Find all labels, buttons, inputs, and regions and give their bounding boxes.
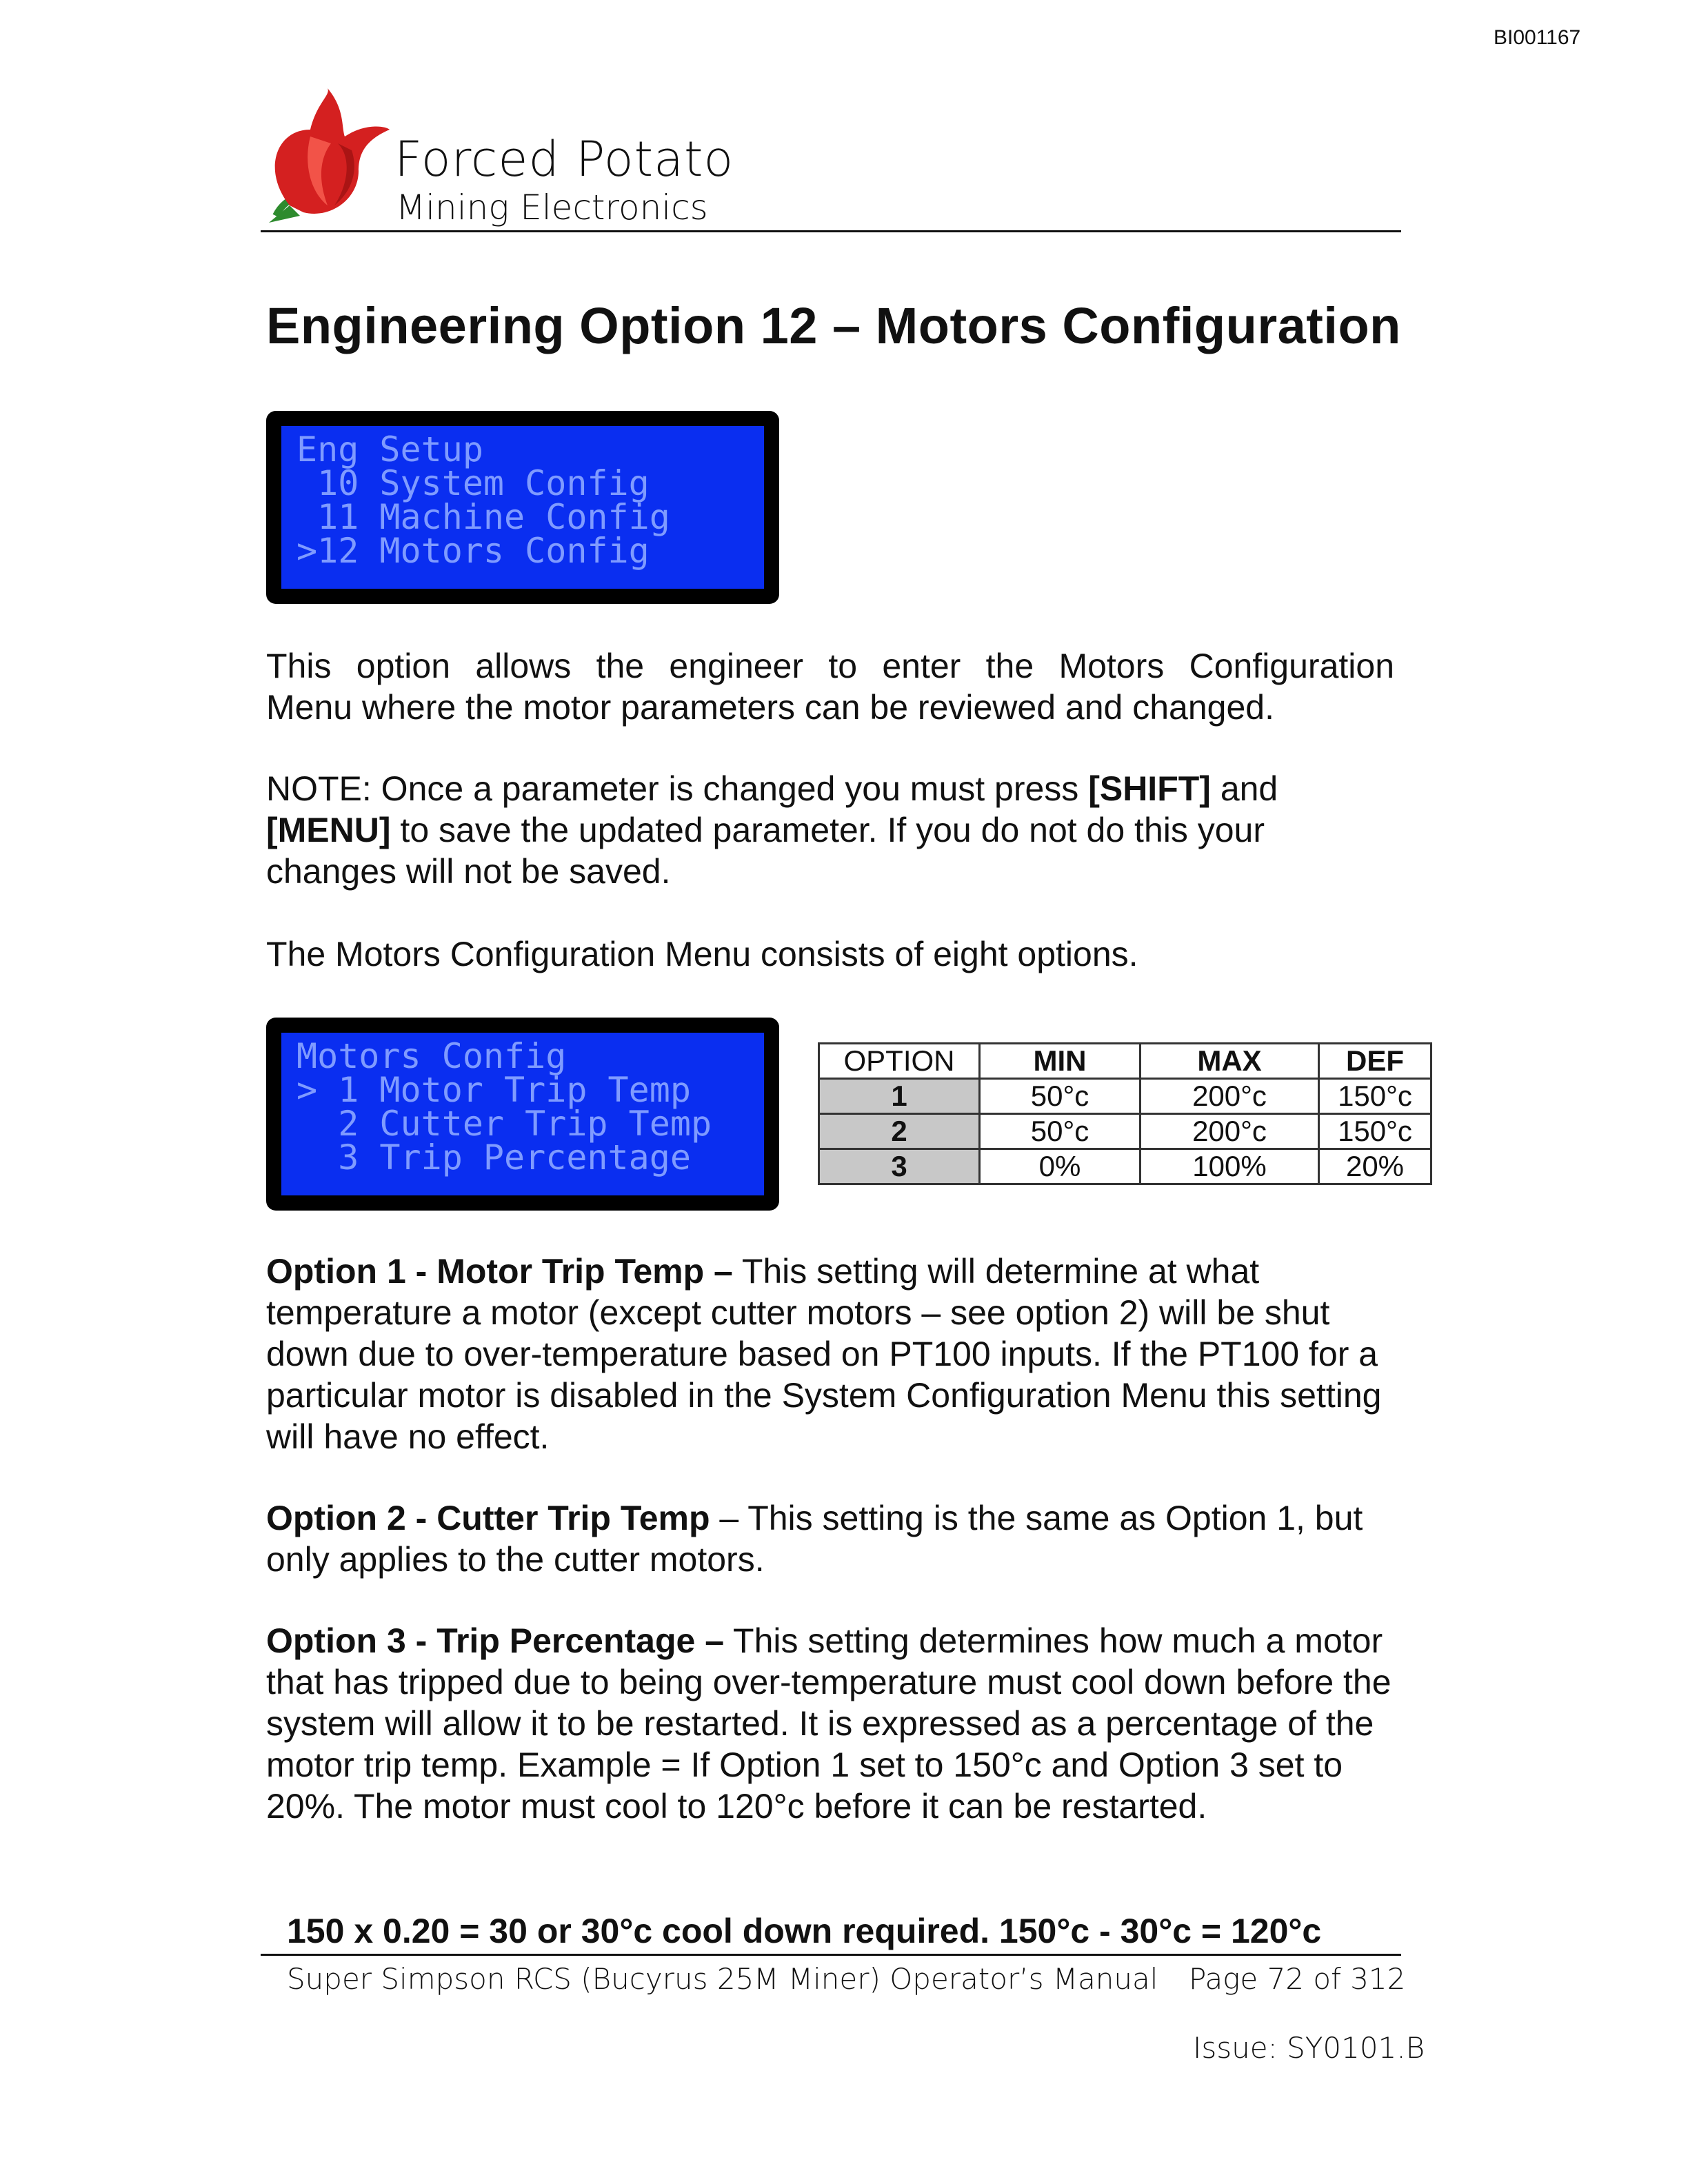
table-header: OPTION xyxy=(819,1044,980,1079)
lcd-line: 2 Cutter Trip Temp xyxy=(297,1104,712,1144)
lcd-line: >12 Motors Config xyxy=(297,531,650,571)
option1-paragraph xyxy=(266,1251,1394,1457)
table-row xyxy=(819,1114,1431,1149)
menu-key-label: [MENU] xyxy=(266,811,391,849)
table-cell: 200°c xyxy=(1141,1079,1319,1114)
lcd-line: Eng Setup xyxy=(297,429,483,469)
table-row xyxy=(819,1149,1431,1184)
option3-paragraph xyxy=(266,1620,1394,1827)
page-title: Engineering Option 12 – Motors Configuration xyxy=(266,297,1401,354)
footer-manual-title: Super Simpson RCS (Bucyrus 25M Miner) Operator’s Manual xyxy=(287,1962,1158,1996)
option3-heading: Option 3 - Trip Percentage – xyxy=(266,1621,725,1660)
option3-body: This setting determines how much a motor that has tripped due to being over-temperature must cool down before the system will allow it to be restarted. It is expressed as a percentage of the motor trip temp. Example = If Option 1 set to 150°c and Option 3 set to 20%. The motor must cool to 120°c before it can be restarted. xyxy=(266,1621,1391,1826)
option2-body: – This setting is the same as Option 1, but only applies to the cutter motors. xyxy=(266,1499,1363,1579)
table-cell: 0% xyxy=(980,1149,1141,1184)
brand-name: Forced Potato xyxy=(394,131,734,188)
intro-paragraph-line2: Menu where the motor parameters can be reviewed and changed. xyxy=(266,688,1274,727)
table-cell: 50°c xyxy=(980,1114,1141,1149)
intro-paragraph-line1: This option allows the engineer to enter the Motors Configuration xyxy=(266,647,1394,685)
table-header: MAX xyxy=(1141,1044,1319,1079)
formula-line: 150 x 0.20 = 30 or 30°c cool down required. 150°c - 30°c = 120°c xyxy=(287,1912,1322,1950)
note-paragraph xyxy=(266,768,1394,892)
header-divider xyxy=(261,230,1401,232)
option2-heading: Option 2 - Cutter Trip Temp xyxy=(266,1499,710,1537)
table-cell: 2 xyxy=(819,1114,980,1149)
table-cell: 200°c xyxy=(1141,1114,1319,1149)
table-header: DEF xyxy=(1319,1044,1431,1079)
brand-subtitle: Mining Electronics xyxy=(396,188,708,228)
table-cell: 1 xyxy=(819,1079,980,1114)
table-cell: 150°c xyxy=(1319,1079,1431,1114)
note-text: to save the updated parameter. If you do not do this your changes will not be saved. xyxy=(266,811,1265,891)
table-cell: 3 xyxy=(819,1149,980,1184)
table-cell: 150°c xyxy=(1319,1114,1431,1149)
table-row xyxy=(819,1079,1431,1114)
option1-body: This setting will determine at what temperature a motor (except cutter motors – see option 2) will be shut down due to over-temperature based on PT100 inputs. If the PT100 for a particular motor is disabled in the System Configuration Menu this setting will have no effect. xyxy=(266,1252,1382,1456)
lcd-eng-setup-menu xyxy=(266,411,779,604)
red-flower-logo-icon xyxy=(262,88,393,226)
shift-key-label: [SHIFT] xyxy=(1088,769,1211,808)
lcd-screen xyxy=(281,426,764,589)
lcd-line: Motors Config xyxy=(297,1036,567,1076)
table-header: MIN xyxy=(980,1044,1141,1079)
menu-intro: The Motors Configuration Menu consists of eight options. xyxy=(266,935,1138,973)
note-text: NOTE: Once a parameter is changed you must press xyxy=(266,769,1089,808)
note-text: and xyxy=(1210,769,1278,808)
lcd-screen xyxy=(281,1033,764,1195)
lcd-line: 3 Trip Percentage xyxy=(297,1138,691,1177)
document-id: BI001167 xyxy=(1494,26,1581,49)
option2-paragraph xyxy=(266,1497,1394,1580)
lcd-line: 10 System Config xyxy=(297,463,650,503)
footer-issue: Issue: SY0101.B xyxy=(1193,2031,1425,2065)
table-cell: 50°c xyxy=(980,1079,1141,1114)
footer-divider xyxy=(261,1954,1401,1956)
table-header-row xyxy=(819,1044,1431,1079)
table-cell: 100% xyxy=(1141,1149,1319,1184)
lcd-motors-config-menu xyxy=(266,1018,779,1211)
options-table xyxy=(818,1042,1432,1185)
option1-heading: Option 1 - Motor Trip Temp – xyxy=(266,1252,733,1291)
table-cell: 20% xyxy=(1319,1149,1431,1184)
lcd-line: 11 Machine Config xyxy=(297,497,670,537)
footer-page-number: Page 72 of 312 xyxy=(1189,1962,1406,1996)
lcd-line: > 1 Motor Trip Temp xyxy=(297,1070,691,1110)
